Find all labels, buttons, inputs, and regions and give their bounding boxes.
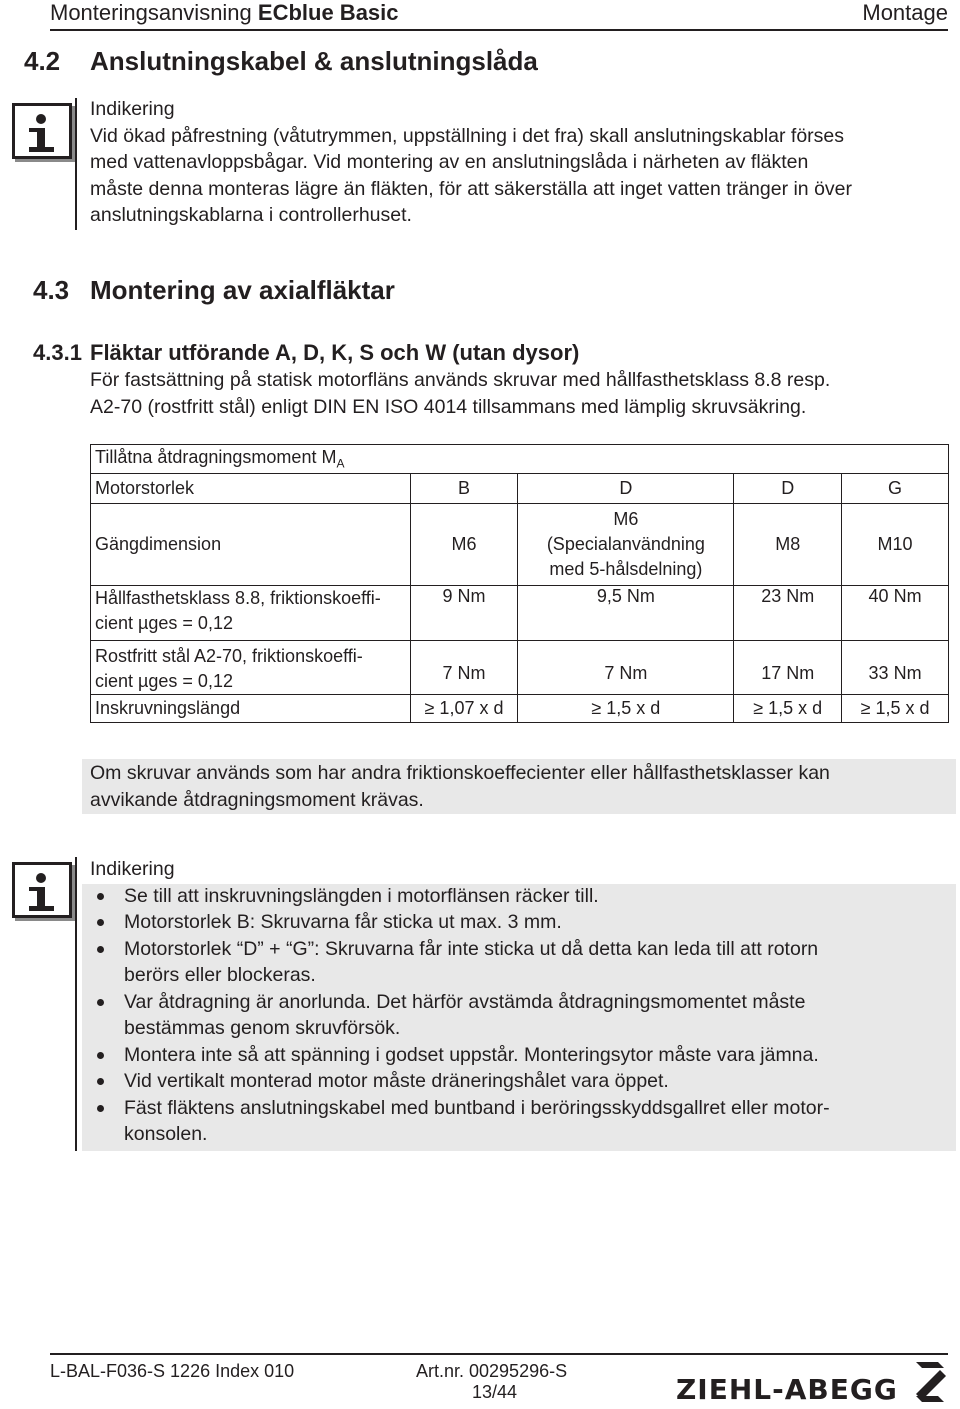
note-2-list <box>62 883 956 1148</box>
remark-line: Om skruvar används som har andra friktionskoeffecienter eller hållfasthetsklasser kan <box>90 762 830 784</box>
table-cell: ≥ 1,07 x d <box>410 695 518 723</box>
list-item: Se till att inskruvningslängden i motorflänsen räcker till. <box>62 883 956 910</box>
table-row <box>91 474 949 504</box>
table-cell: 17 Nm <box>734 641 842 695</box>
table-cell: 9,5 Nm <box>518 586 734 641</box>
torque-table <box>90 444 949 723</box>
note-1-heading: Indikering <box>90 98 175 120</box>
page-header <box>50 0 948 28</box>
table-cell: 33 Nm <box>842 641 949 695</box>
note-1-line: med vattenavloppsbågar. Vid montering av en anslutningslåda i närheten av fläkten <box>90 151 809 173</box>
table-cell: 7 Nm <box>518 641 734 695</box>
list-item: Motorstorlek B: Skruvarna får sticka ut max. 3 mm. <box>62 909 956 936</box>
header-rule <box>50 29 948 31</box>
table-caption: Tillåtna åtdragningsmoment $M_A$ <box>91 445 949 474</box>
table-cell: B <box>410 474 518 504</box>
note-2 <box>90 856 956 1148</box>
table-row <box>91 695 949 723</box>
paragraph-line: A2-70 (rostfritt stål) enligt DIN EN ISO 4014 tillsammans med lämplig skruvsäkring. <box>90 395 807 418</box>
note-1-line: måste denna monteras lägre än fläkten, för att säkerställa att inget vatten tränger in över <box>90 177 853 200</box>
footer-doc-id: L-BAL-F036-S 1226 Index 010 <box>50 1361 295 1381</box>
table-cell: Inskruvningslängd <box>91 695 411 723</box>
table-row <box>91 586 949 641</box>
table-cell: 7 Nm <box>410 641 518 695</box>
paragraph-line: För fastsättning på statisk motorfläns används skruvar med hållfasthetsklass 8.8 resp. <box>90 369 831 391</box>
footer-rule <box>50 1353 948 1355</box>
header-section: Montage <box>862 0 948 25</box>
list-item: Vid vertikalt monterad motor måste dräneringshålet vara öppet. <box>62 1068 956 1095</box>
brand-name: ZIEHL-ABEGG <box>676 1373 898 1406</box>
note-1-line: anslutningskablarna i controllerhuset. <box>90 204 412 226</box>
section-4-2-heading: 4.2 Anslutningskabel & anslutningslåda <box>24 46 538 76</box>
table-cell: M6 <box>410 504 518 586</box>
table-cell: M8 <box>734 504 842 586</box>
table-row <box>91 641 949 695</box>
footer-art-nr: Art.nr. 00295296-S <box>416 1361 568 1381</box>
table-cell: 9 Nm <box>410 586 518 641</box>
table-cell: ≥ 1,5 x d <box>842 695 949 723</box>
ziehl-abegg-logo-icon <box>908 1358 952 1406</box>
section-4-3-heading: 4.3 Montering av axialfläktar <box>33 275 395 305</box>
table-row <box>91 445 949 474</box>
table-row <box>91 504 949 586</box>
section-4-3-1-text <box>90 367 950 420</box>
footer-page-number: 13/44 <box>472 1382 518 1402</box>
table-cell: M10 <box>842 504 949 586</box>
section-4-3-1-heading: 4.3.1 Fläktar utförande A, D, K, S och W (utan dysor) <box>33 340 580 365</box>
list-item: Motorstorlek “D” + “G”: Skruvarna får inte sticka ut då detta kan leda till att rotorn berörs eller blockeras. <box>62 936 956 989</box>
table-cell: Hållfasthetsklass 8.8, friktionskoeffi- cient µges = 0,12 <box>91 586 411 641</box>
list-item: Fäst fläktens anslutningskabel med buntband i beröringsskyddsgallret eller motor- konsolen. <box>62 1095 956 1148</box>
table-cell: Rostfritt stål A2-70, friktionskoeffi- cient µges = 0,12 <box>91 641 411 695</box>
table-cell: Gängdimension <box>91 504 411 586</box>
note-bar <box>75 98 77 230</box>
table-cell: 23 Nm <box>734 586 842 641</box>
table-cell: Motorstorlek <box>91 474 411 504</box>
table-cell: G <box>842 474 949 504</box>
table-cell: D <box>518 474 734 504</box>
table-cell: ≥ 1,5 x d <box>518 695 734 723</box>
list-item: Montera inte så att spänning i godset uppstår. Monteringsytor måste vara jämna. <box>62 1042 956 1069</box>
table-cell: M6 (Specialanvändning med 5-hålsdelning) <box>518 504 734 586</box>
header-title: Monteringsanvisning ECblue Basic <box>50 0 399 25</box>
note-2-heading: Indikering <box>90 858 175 880</box>
table-cell: ≥ 1,5 x d <box>734 695 842 723</box>
brand-logo <box>672 1356 952 1408</box>
note-1 <box>90 96 960 229</box>
table-cell: 40 Nm <box>842 586 949 641</box>
list-item: Var åtdragning är anorlunda. Det härför avstämda åtdragningsmomentet måste bestämmas genom skruvförsök. <box>62 989 956 1042</box>
remark-box <box>82 759 956 814</box>
note-1-line: Vid ökad påfrestning (våtutrymmen, uppställning i det fra) skall anslutningskablar förses <box>90 124 845 147</box>
remark-line: avvikande åtdragningsmoment krävas. <box>90 788 424 811</box>
table-cell: D <box>734 474 842 504</box>
info-icon <box>12 103 72 159</box>
